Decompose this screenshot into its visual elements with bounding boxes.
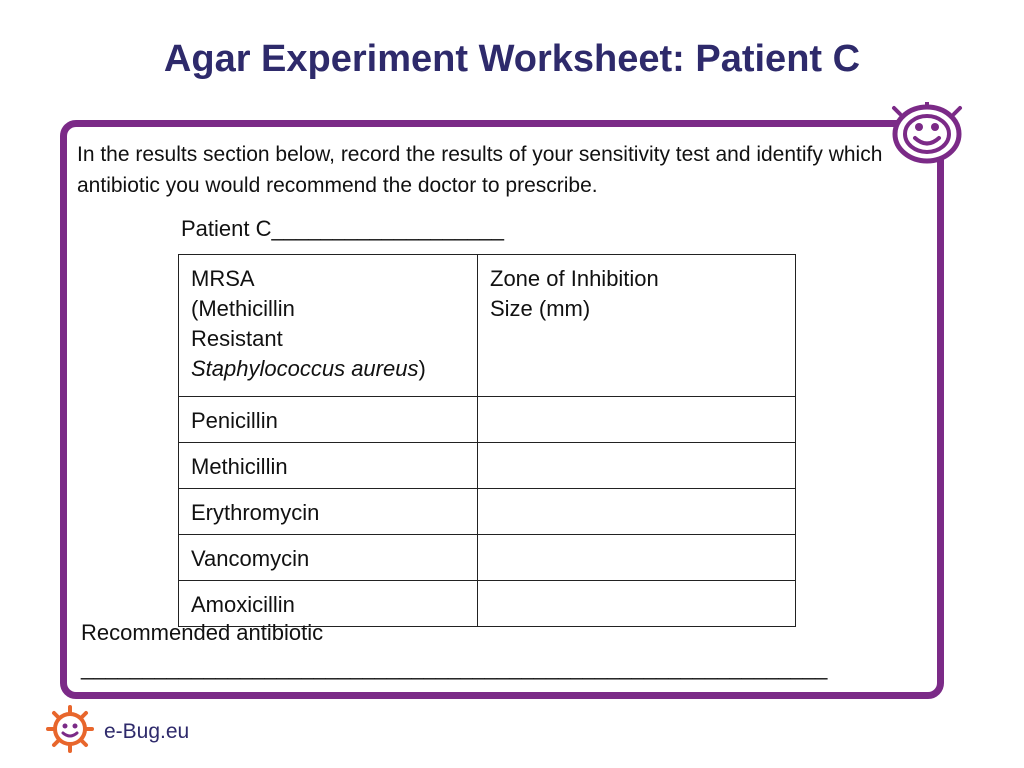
instructions-text: In the results section below, record the results of your sensitivity test and identify which antibiotic you would recommend the doctor to prescribe.	[77, 143, 883, 197]
table-row	[179, 489, 796, 535]
zone-header-line1: Zone of Inhibition	[490, 266, 659, 291]
antibiotic-cell: Erythromycin	[179, 489, 478, 535]
organism-species: Staphylococcus aureus	[191, 356, 419, 381]
antibiotic-cell: Methicillin	[179, 443, 478, 489]
sensitivity-results-table	[178, 254, 796, 627]
zone-input-cell[interactable]	[478, 397, 796, 443]
antibiotic-cell: Penicillin	[179, 397, 478, 443]
organism-name: MRSA	[191, 266, 255, 291]
antibiotic-cell: Vancomycin	[179, 535, 478, 581]
zone-input-cell[interactable]	[478, 535, 796, 581]
zone-header-line2: Size (mm)	[490, 296, 591, 321]
zone-header-cell	[478, 255, 796, 397]
footer-brand: e-Bug.eu	[104, 720, 190, 743]
recommended-antibiotic-field[interactable]: _____________________________________________________________	[81, 655, 828, 680]
zone-input-cell[interactable]	[478, 581, 796, 627]
patient-name-field[interactable]: Patient C___________________	[181, 216, 504, 241]
organism-desc-1: (Methicillin	[191, 296, 295, 321]
table-header-row	[179, 255, 796, 397]
table-row	[179, 443, 796, 489]
table-row	[179, 397, 796, 443]
page-title: Agar Experiment Worksheet: Patient C	[163, 38, 861, 80]
antibiotic-cell: Amoxicillin	[179, 581, 478, 627]
organism-desc-2: Resistant	[191, 326, 283, 351]
zone-input-cell[interactable]	[478, 489, 796, 535]
organism-close-paren: )	[418, 356, 426, 381]
zone-input-cell[interactable]	[478, 443, 796, 489]
table-row	[179, 535, 796, 581]
recommended-antibiotic-label: Recommended antibiotic	[81, 620, 324, 645]
ebug-logo-icon	[44, 703, 96, 755]
organism-header-cell	[179, 255, 478, 397]
